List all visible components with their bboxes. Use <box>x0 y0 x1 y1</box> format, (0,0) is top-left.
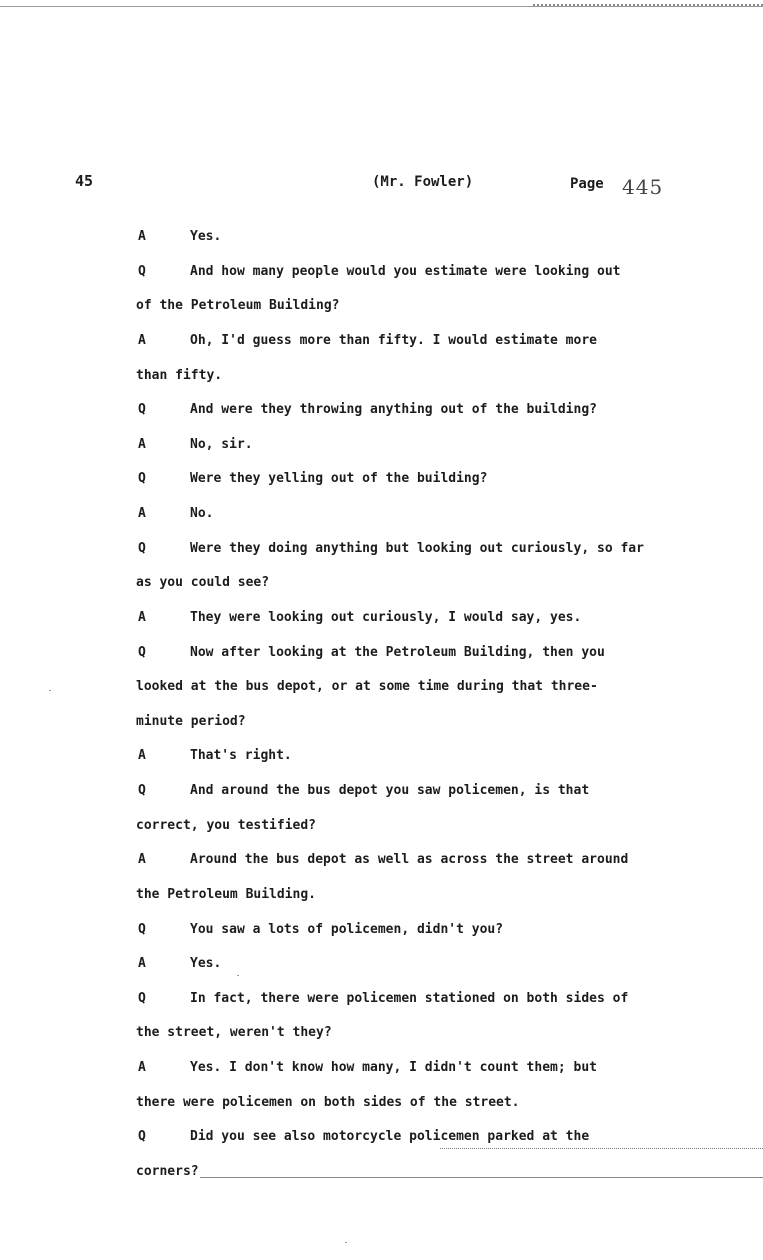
line-text: In fact, there were policemen stationed on both sides of <box>190 991 629 1006</box>
scan-speck <box>49 690 51 691</box>
speaker-label: Q <box>138 645 146 660</box>
speaker-label: Q <box>138 783 146 798</box>
line-text: as you could see? <box>136 575 270 590</box>
page-label: Page <box>570 176 604 192</box>
page-edge-dots <box>533 0 763 6</box>
speaker-label: A <box>138 333 146 348</box>
speaker-label: A <box>138 956 146 971</box>
speaker-label: Q <box>138 922 146 937</box>
speaker-label: A <box>138 852 146 867</box>
speaker-label: A <box>138 1060 146 1075</box>
line-text: Oh, I'd guess more than fifty. I would estimate more <box>190 333 597 348</box>
line-text: They were looking out curiously, I would say, yes. <box>190 610 582 625</box>
line-text: corners? <box>136 1164 199 1179</box>
line-text: And around the bus depot you saw policemen, is that <box>190 783 590 798</box>
page-number: 445 <box>622 175 664 199</box>
speaker-label: Q <box>138 264 146 279</box>
underline-mark <box>200 1177 763 1178</box>
speaker-label: Q <box>138 402 146 417</box>
underline-mark <box>440 1148 763 1149</box>
speaker-label: A <box>138 610 146 625</box>
scan-speck <box>237 975 239 976</box>
scan-speck <box>345 1242 347 1243</box>
speaker-label: A <box>138 506 146 521</box>
witness-name: (Mr. Fowler) <box>372 174 474 190</box>
line-text: And were they throwing anything out of the building? <box>190 402 597 417</box>
line-text: the Petroleum Building. <box>136 887 317 902</box>
speaker-label: Q <box>138 541 146 556</box>
line-text: You saw a lots of policemen, didn't you? <box>190 922 504 937</box>
speaker-label: Q <box>138 1129 146 1144</box>
line-text: Now after looking at the Petroleum Building, then you <box>190 645 605 660</box>
speaker-label: Q <box>138 991 146 1006</box>
line-text: Were they doing anything but looking out curiously, so far <box>190 541 644 556</box>
speaker-label: A <box>138 748 146 763</box>
line-text: And how many people would you estimate were looking out <box>190 264 621 279</box>
transcript-line-number: 45 <box>75 172 94 190</box>
line-text: there were policemen on both sides of the street. <box>136 1095 520 1110</box>
line-text: of the Petroleum Building? <box>136 298 340 313</box>
line-text: correct, you testified? <box>136 818 317 833</box>
line-text: That's right. <box>190 748 292 763</box>
speaker-label: Q <box>138 471 146 486</box>
page-edge-line <box>0 6 763 7</box>
line-text: Yes. I don't know how many, I didn't count them; but <box>190 1060 597 1075</box>
speaker-label: A <box>138 229 146 244</box>
line-text: minute period? <box>136 714 246 729</box>
line-text: No, sir. <box>190 437 253 452</box>
line-text: Yes. <box>190 229 222 244</box>
line-text: the street, weren't they? <box>136 1025 332 1040</box>
line-text: Yes. <box>190 956 222 971</box>
speaker-label: A <box>138 437 146 452</box>
line-text: Around the bus depot as well as across the street around <box>190 852 629 867</box>
line-text: No. <box>190 506 214 521</box>
line-text: Did you see also motorcycle policemen parked at the <box>190 1129 590 1144</box>
line-text: looked at the bus depot, or at some time during that three- <box>136 679 598 694</box>
line-text: than fifty. <box>136 368 223 383</box>
line-text: Were they yelling out of the building? <box>190 471 488 486</box>
